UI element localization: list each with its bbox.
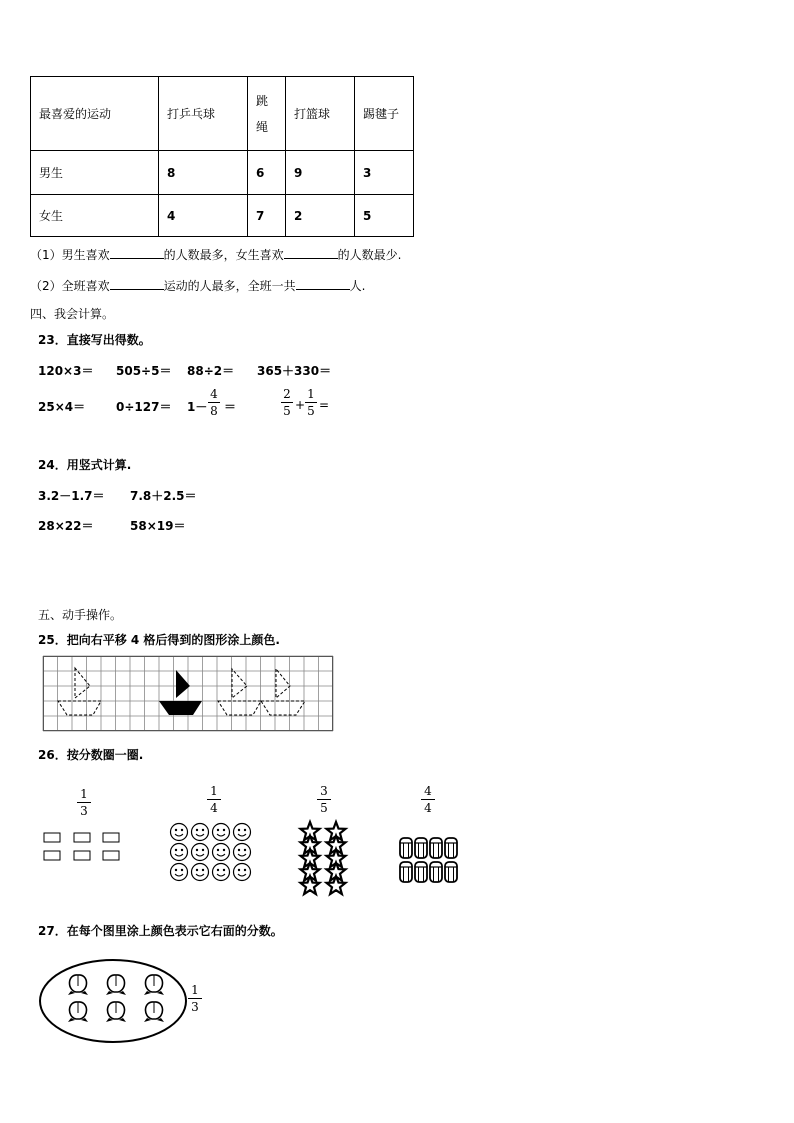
expression: 3.2－1.7＝ bbox=[38, 489, 105, 503]
sports-preference-table bbox=[30, 76, 414, 237]
cylinder-icon bbox=[400, 862, 412, 882]
peach-icon bbox=[106, 975, 126, 995]
rectangle-icon bbox=[44, 851, 60, 860]
rectangle-icon bbox=[74, 851, 90, 860]
smiley-face-icon bbox=[234, 864, 251, 881]
black-boat-shape[interactable] bbox=[159, 670, 202, 715]
denominator: 4 bbox=[424, 801, 432, 815]
table-cell: 9 bbox=[286, 151, 355, 195]
table-question-2 bbox=[30, 277, 365, 294]
numerator: 1 bbox=[307, 387, 315, 401]
plus-sign: + bbox=[295, 398, 306, 412]
question-23-title: 23．直接写出得数。 bbox=[38, 333, 151, 347]
expression: 0÷127＝ bbox=[116, 400, 172, 414]
expression: 120×3＝ bbox=[38, 364, 94, 378]
dashed-boat-outline bbox=[261, 669, 305, 715]
star-icon bbox=[327, 876, 346, 894]
numerator: 3 bbox=[320, 784, 328, 798]
table-cell: 8 bbox=[159, 151, 248, 195]
denominator: 8 bbox=[210, 404, 218, 418]
peach-icon bbox=[144, 1002, 164, 1022]
smiley-face-icon bbox=[171, 864, 188, 881]
numerator: 1 bbox=[191, 983, 199, 997]
fraction bbox=[317, 784, 331, 815]
question-text: （1）男生喜欢 bbox=[30, 248, 110, 262]
denominator: 3 bbox=[80, 804, 88, 818]
fraction bbox=[421, 784, 435, 815]
expression: 365＋330＝ bbox=[257, 364, 332, 378]
peach-group bbox=[38, 957, 188, 1045]
question-text: （2）全班喜欢 bbox=[30, 279, 110, 293]
fraction bbox=[281, 387, 293, 418]
smiley-face-icon bbox=[192, 824, 209, 841]
expression: 505÷5＝ bbox=[116, 364, 172, 378]
table-cell: 5 bbox=[355, 195, 414, 237]
numerator: 1 bbox=[210, 784, 218, 798]
rectangle-icon bbox=[103, 851, 119, 860]
expression: 25×4＝ bbox=[38, 400, 86, 414]
denominator: 5 bbox=[283, 404, 291, 418]
smiley-face-icon bbox=[171, 824, 188, 841]
expression: 88÷2＝ bbox=[187, 364, 235, 378]
cylinder-icon bbox=[430, 838, 442, 858]
table-question-1 bbox=[30, 246, 401, 263]
fraction bbox=[77, 787, 91, 818]
peach-icon bbox=[144, 975, 164, 995]
smiley-face-icon bbox=[213, 864, 230, 881]
smiley-face-icon bbox=[234, 844, 251, 861]
dashed-boat-outline bbox=[218, 669, 261, 715]
numerator: 2 bbox=[283, 387, 291, 401]
expression: 28×22＝ bbox=[38, 519, 94, 533]
table-row-label: 女生 bbox=[31, 195, 159, 237]
question-24-title: 24．用竖式计算. bbox=[38, 458, 132, 472]
answer-blank[interactable] bbox=[284, 258, 338, 259]
jump-rope-label: 跳绳 bbox=[256, 93, 269, 134]
dashed-boat-outline bbox=[58, 668, 101, 715]
smiley-group bbox=[169, 822, 253, 884]
cylinder-icon bbox=[415, 862, 427, 882]
cylinder-icon bbox=[400, 838, 412, 858]
numerator: 1 bbox=[80, 787, 88, 801]
denominator: 3 bbox=[191, 1000, 199, 1014]
question-27-title: 27．在每个图里涂上颜色表示它右面的分数。 bbox=[38, 924, 283, 938]
table-cell: 6 bbox=[248, 151, 286, 195]
star-icon bbox=[301, 876, 320, 894]
rectangle-icon bbox=[103, 833, 119, 842]
table-header-cell: 踢毽子 bbox=[355, 77, 414, 151]
fraction bbox=[208, 387, 220, 418]
table-header-cell: 打篮球 bbox=[286, 77, 355, 151]
expression: 7.8＋2.5＝ bbox=[130, 489, 197, 503]
smiley-face-icon bbox=[234, 824, 251, 841]
smiley-face-icon bbox=[192, 864, 209, 881]
answer-blank[interactable] bbox=[296, 289, 350, 290]
section-heading-4: 四、我会计算。 bbox=[30, 307, 115, 321]
fraction bbox=[207, 784, 221, 815]
numerator: 4 bbox=[210, 387, 218, 401]
expression: 58×19＝ bbox=[130, 519, 186, 533]
question-text: 的人数最少. bbox=[337, 248, 402, 262]
answer-blank[interactable] bbox=[110, 289, 164, 290]
section-heading-5: 五、动手操作。 bbox=[38, 608, 123, 622]
translation-grid bbox=[43, 656, 335, 732]
table-cell: 7 bbox=[248, 195, 286, 237]
cylinder-icon bbox=[430, 862, 442, 882]
smiley-face-icon bbox=[213, 824, 230, 841]
rectangle-group bbox=[43, 832, 123, 862]
table-header-cell bbox=[248, 77, 286, 151]
question-text: 人. bbox=[349, 279, 366, 293]
denominator: 4 bbox=[210, 801, 218, 815]
fraction bbox=[305, 387, 317, 418]
table-cell: 3 bbox=[355, 151, 414, 195]
star-group bbox=[297, 823, 353, 895]
peach-icon bbox=[106, 1002, 126, 1022]
question-25-title: 25．把向右平移 4 格后得到的图形涂上颜色. bbox=[38, 633, 280, 647]
rectangle-icon bbox=[74, 833, 90, 842]
question-text: 运动的人最多，全班一共 bbox=[163, 279, 296, 293]
table-header-cell: 最喜爱的运动 bbox=[31, 77, 159, 151]
denominator: 5 bbox=[307, 404, 315, 418]
equals-sign: ＝ bbox=[224, 400, 237, 414]
expression: 1－ bbox=[187, 400, 208, 414]
smiley-face-icon bbox=[192, 844, 209, 861]
equals-sign: = bbox=[319, 398, 330, 412]
denominator: 5 bbox=[320, 801, 328, 815]
cylinder-icon bbox=[415, 838, 427, 858]
table-cell: 4 bbox=[159, 195, 248, 237]
cylinder-icon bbox=[445, 838, 457, 858]
peach-icon bbox=[68, 975, 88, 995]
question-26-title: 26．按分数圈一圈. bbox=[38, 748, 144, 762]
answer-blank[interactable] bbox=[110, 258, 164, 259]
fraction bbox=[188, 983, 202, 1014]
table-header-cell: 打乒乓球 bbox=[159, 77, 248, 151]
cylinder-icon bbox=[445, 862, 457, 882]
smiley-face-icon bbox=[213, 844, 230, 861]
table-row-label: 男生 bbox=[31, 151, 159, 195]
cylinder-group bbox=[398, 836, 460, 886]
smiley-face-icon bbox=[171, 844, 188, 861]
table-cell: 2 bbox=[286, 195, 355, 237]
peach-icon bbox=[68, 1002, 88, 1022]
numerator: 4 bbox=[424, 784, 432, 798]
rectangle-icon bbox=[44, 833, 60, 842]
question-text: 的人数最多，女生喜欢 bbox=[163, 248, 284, 262]
